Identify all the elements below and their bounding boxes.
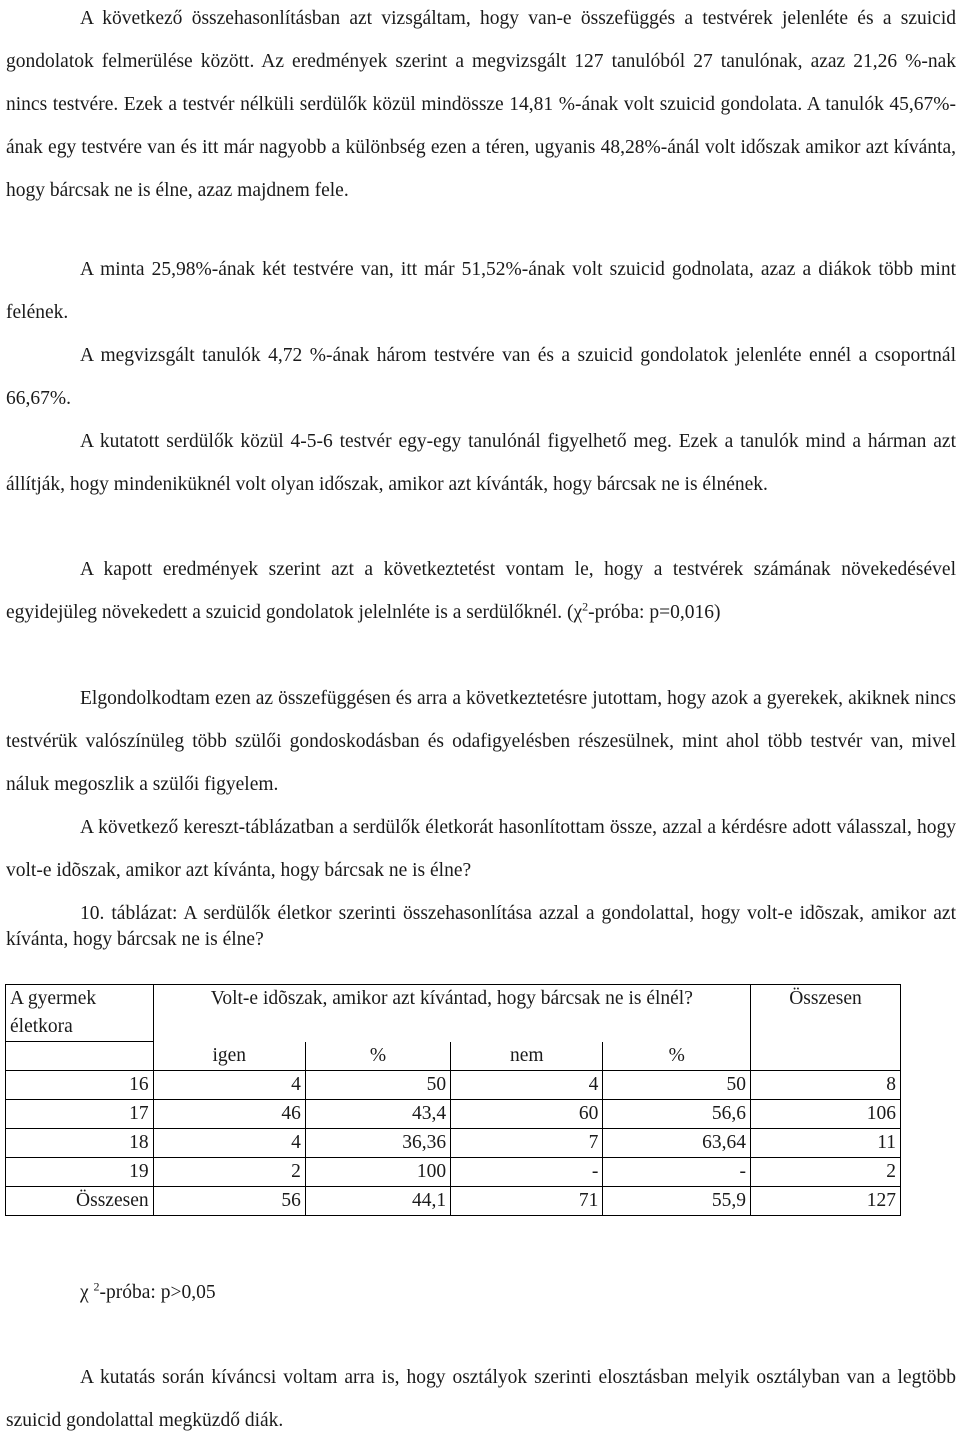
cell-no: - xyxy=(451,1158,603,1187)
cell-total-label: Összesen xyxy=(6,1187,154,1216)
cell-yes-percent: 43,4 xyxy=(305,1100,450,1129)
table-total-row xyxy=(6,1187,901,1216)
cell-age: 19 xyxy=(6,1158,154,1187)
cell-yes-percent: 36,36 xyxy=(305,1129,450,1158)
cell-total: 2 xyxy=(751,1158,901,1187)
cell-no-percent: 63,64 xyxy=(603,1129,751,1158)
subheader-no-percent: % xyxy=(603,1042,751,1071)
paragraph-reflection: Elgondolkodtam ezen az összefüggésen és arra a következtetésre jutottam, hogy azok a gyerekek, akiknek nincs testvérük valószínüleg több szülői gondoskodásban és odafigyelésben részesülnek, mint ahol több testvér van, mivel náluk megoszlik a szülői figyelem. xyxy=(6,688,956,795)
cell-yes: 46 xyxy=(153,1100,305,1129)
chi-square-note xyxy=(80,1279,216,1307)
table-row xyxy=(6,1071,901,1100)
paragraph-crosstab-intro: A következő kereszt-táblázatban a serdülők életkorát hasonlítottam össze, azzal a kérdésre adott válasszal, hogy volt-e idõszak, amikor azt kívánta, hogy bárcsak ne is élne? xyxy=(6,817,956,881)
cell-yes-percent: 100 xyxy=(305,1158,450,1187)
cell-yes: 4 xyxy=(153,1071,305,1100)
subheader-yes: igen xyxy=(153,1042,305,1071)
header-question: Volt-e idõszak, amikor azt kívántad, hogy bárcsak ne is élnél? xyxy=(153,985,750,1042)
cell-no: 71 xyxy=(451,1187,603,1216)
header-total: Összesen xyxy=(751,985,901,1071)
cell-age: 16 xyxy=(6,1071,154,1100)
chi-result: -próba: p>0,05 xyxy=(99,1282,216,1303)
conclusion-test-result: -próba: p=0,016) xyxy=(588,602,721,623)
chi-superscript: 2 xyxy=(93,1279,100,1294)
chi-symbol: χ xyxy=(80,1282,94,1303)
cell-no: 7 xyxy=(451,1129,603,1158)
cell-total: 127 xyxy=(751,1187,901,1216)
cell-age: 18 xyxy=(6,1129,154,1158)
cell-total: 106 xyxy=(751,1100,901,1129)
cell-no: 4 xyxy=(451,1071,603,1100)
cell-yes: 4 xyxy=(153,1129,305,1158)
cell-yes-percent: 50 xyxy=(305,1071,450,1100)
cell-total: 11 xyxy=(751,1129,901,1158)
subheader-no: nem xyxy=(451,1042,603,1071)
chi-square-superscript: 2 xyxy=(582,599,589,614)
paragraph-two-siblings: A minta 25,98%-ának két testvére van, itt már 51,52%-ának volt szuicid godnolata, azaz a diákok több mint felének. xyxy=(6,259,956,323)
table-row xyxy=(6,1129,901,1158)
cell-no: 60 xyxy=(451,1100,603,1129)
age-crosstab-table xyxy=(5,984,901,1216)
subheader-empty xyxy=(6,1042,154,1071)
conclusion-text: A kapott eredmények szerint azt a következtetést vontam le, hogy a testvérek számának növekedésével egyidejüleg növekedett a szuicid gondolatok jelelnléte is a serdülőknél. (χ xyxy=(6,559,956,623)
paragraph-three-siblings: A megvizsgált tanulók 4,72 %-ának három testvére van és a szuicid gondolatok jelenléte ennél a csoportnál 66,67%. xyxy=(6,345,956,409)
header-age: A gyermek életkora xyxy=(6,985,154,1042)
paragraph-conclusion xyxy=(6,548,956,634)
table-row xyxy=(6,1100,901,1129)
table-row xyxy=(6,1158,901,1187)
cell-yes: 56 xyxy=(153,1187,305,1216)
subheader-yes-percent: % xyxy=(305,1042,450,1071)
cell-no-percent: - xyxy=(603,1158,751,1187)
cell-no-percent: 56,6 xyxy=(603,1100,751,1129)
cell-total: 8 xyxy=(751,1071,901,1100)
cell-yes: 2 xyxy=(153,1158,305,1187)
cell-yes-percent: 44,1 xyxy=(305,1187,450,1216)
cell-age: 17 xyxy=(6,1100,154,1129)
table-caption: 10. táblázat: A serdülők életkor szerinti összehasonlítása azzal a gondolattal, hogy volt-e idõszak, amikor azt kívánta, hogy bárcsak ne is élne? xyxy=(6,903,956,950)
table-header-row xyxy=(6,985,901,1042)
cell-no-percent: 50 xyxy=(603,1071,751,1100)
paragraph-siblings-intro: A következő összehasonlításban azt vizsgáltam, hogy van-e összefüggés a testvérek jelenléte és a szuicid gondolatok felmerülése között. Az eredmények szerint a megvizsgált 127 tanulóból 27 tanulónak, azaz 21,26 %-nak nincs testvére. Ezek a testvér nélküli serdülők közül mindössze 14,81 %-ának volt szuicid gondolata. A tanulók 45,67%-ának egy testvére van és itt már nagyobb a különbség ezen a téren, ugyanis 48,28%-ánál volt időszak amikor azt kívánta, hogy bárcsak ne is élne, azaz majdnem fele. xyxy=(6,8,956,201)
paragraph-class-distribution: A kutatás során kíváncsi voltam arra is, hogy osztályok szerinti elosztásban melyik osztályban van a legtöbb szuicid gondolattal megküzdő diák. xyxy=(6,1367,956,1431)
cell-no-percent: 55,9 xyxy=(603,1187,751,1216)
paragraph-more-siblings: A kutatott serdülők közül 4-5-6 testvér egy-egy tanulónál figyelhető meg. Ezek a tanulók mind a hárman azt állítják, hogy mindeniküknél volt olyan időszak, amikor azt kívánták, hogy bárcsak ne is élnének. xyxy=(6,431,956,495)
